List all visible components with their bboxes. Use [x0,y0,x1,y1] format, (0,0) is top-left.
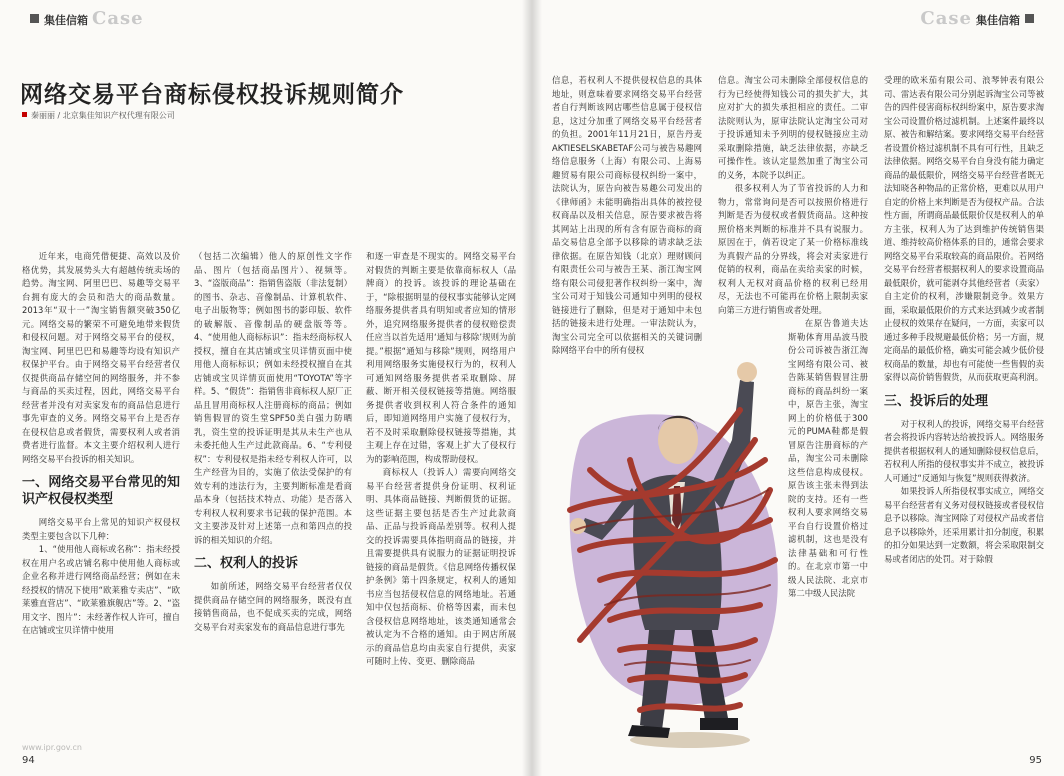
section-header-right [916,8,1034,29]
section-heading: 一、网络交易平台常见的知识产权侵权类型 [22,475,180,507]
paragraph: 受理的欧米茄有限公司、浪琴钟表有限公司、雷达表有限公司分别起诉淘宝公司等被告的四件侵害商标权纠纷案中，原告要求淘宝公司设置价格过滤机制。上述案件最终以原、被告和解结案。要求网络交易平台经营者设置价格过滤机制不具有可行性，且缺乏法律依据。网络交易平台自身没有能力确定商品的最低限价，网络交易平台经营者既无法知晓各种物品的正常价格，更难以从用户自定的价格上来判断是否为侵权产品。合法性方面，所谓商品最低限价仅是权利人的单方主张，权利人为了达到维护传统销售渠道、维持较高价格体系的目的，通常会要求网络交易平台采取较高的商品限价。若网络交易平台经营者根据权利人的要求设置商品最低限价，就可能剥夺其他经营者（卖家）自主定价的权利，涉嫌限制竞争。效果方面，采取最低限价的方式来达到减少或者制止侵权的效果存在疑问，一方面，卖家可以通过多种手段规避最低价格；另一方面，规定商品的最低价格，确实可能会减少低价侵权商品的数量，却也有可能使一些售假的卖家得以高价销售假货，从而获取更高利润。 [884,75,1044,382]
section-name: 集佳信箱 [44,14,88,27]
paragraph: 和逐一审查是不现实的。网络交易平台对假货的判断主要是依靠商标权人（品牌商）的投诉。该投诉的理论基础在于，“除根据明显的侵权事实能够认定网络服务提供者具有明知或者应知的情形外，追究网络服务提供者的侵权赔偿责任应当以首先适用‘通知与移除’规则为前提。”根据“通知与移除”规则，网络用户利用网络服务实施侵权行为的，权利人可通知网络服务提供者采取删除、屏蔽、断开相关侵权链接等措施。网络服务提供者收到权利人符合条件的通知后，即知道网络用户实施了侵权行为，若不及时采取删除侵权链接等措施，其主观上存在过错，客观上扩大了侵权行为的影响范围，构成帮助侵权。 [366,251,516,464]
watermark: www.ipr.gov.cn [22,743,82,752]
paragraph: 很多权利人为了节省投诉的人力和物力，常常询问是否可以按照价格进行判断是否为侵权或者假货商品。这种按照价格来判断的标准并不具有说服力。原因在于，倘若设定了某一价格标准线为真假产品的分界线，将会对卖家进行促销的权利，商品在卖给卖家的时候，权利人无权对商品价格的权利已经用尽，无法也不可能再在价格上限制卖家向第三方进行销售或者处理。 [718,183,868,315]
header-square-icon [30,14,39,23]
section-name: 集佳信箱 [976,14,1020,27]
text-column-3 [366,250,516,750]
illustration-man-tangled-in-red-tape [540,320,790,760]
paragraph: 如果投诉人所指侵权事实成立，网络交易平台经营者有义务对侵权链接或者侵权信息予以移除。淘宝网除了对侵权产品或者信息予以移除外，还采用累计扣分制度，积累的扣分如果达到一定数额，将会采取限制交易或者闭店的处罚。对于除假 [884,486,1044,564]
paragraph: 商标权人（投诉人）需要向网络交易平台经营者提供身份证明、权利证明、具体商品链接、判断假货的证据。这些证据主要包括是否生产过此款商品、正品与投诉商品差别等。权利人提交的投诉需要具体指明商品的链接，并且需要提供具有说服力的证据证明投诉链接的商品是假货。《信息网络传播权保护条例》第十四条规定，权利人的通知书应当包括侵权信息的网络地址。若通知中仅包括商标、价格等因素，而未包含侵权信息网络地址，该类通知通常会被认定为不合格的通知。由于网店所展示的商品信息均由卖家自行提供，卖家可随时上传、变更、删除商品 [366,467,516,666]
paragraph: 如前所述，网络交易平台经营者仅仅提供商品存储空间的网络服务，既没有直接销售商品，也不促成买卖的完成，网络交易平台对卖家发布的商品信息进行事先 [194,581,352,632]
page-number-left: 94 [22,755,35,766]
byline-bullet-icon [22,112,27,117]
case-word: Case [92,8,144,29]
paragraph: （包括二次编辑）他人的原创性文字作品、图片（包括商品图片）、视频等。3、“盗版商品”：指销售盗版（非法复制）的图书、杂志、音像制品、计算机软件、电子出版物等；例如图书的影印版、软件的破解版、音像制品的硬盘版等等。4、“使用他人商标标识”：指未经商标权人授权，擅自在其店铺或宝贝详情页面中使用他人商标标识；例如未经授权擅自在其店铺或宝贝详情页面使用“TOYOTA”等字样。5、“假货”：指销售非商标权人原厂正品且冒用商标权人注册商标的商品；例如销售假冒的资生堂SPF50美白强力防晒乳，资生堂的投诉证明是其从未生产也从未委托他人生产过此款商品。6、“专利侵权”：专利侵权是指未经专利权人许可，以生产经营为目的，实施了依法受保护的有效专利的违法行为，主要判断标准是看商品本身（包括技术特点、功能）是否落入专利权人权利要求书记载的保护范围。本文主要涉及针对上述第一点和第四点的投诉的相关知识的介绍。 [194,251,352,545]
page-number-right: 95 [1029,755,1042,766]
section-heading: 二、权利人的投诉 [194,556,299,571]
case-word: Case [920,8,972,29]
byline-text: 秦丽丽 / 北京集佳知识产权代理有限公司 [31,111,175,120]
article-title: 网络交易平台商标侵权投诉规则简介 [20,82,404,108]
paragraph: 对于权利人的投诉，网络交易平台经营者会将投诉内容转达给被投诉人。网络服务提供者根据权利人的通知删除侵权信息后，若权利人所指的侵权事实并不成立，被投诉人可通过“反通知与恢复”规则获得救济。 [884,418,1044,483]
text-column-1 [22,250,180,750]
paragraph: 信息。淘宝公司未删除全部侵权信息的行为已经使得知钱公司的损失扩大，其应对扩大的损失承担相应的责任。二审法院则认为，原审法院认定淘宝公司对于投诉通知未予列明的侵权链接应主动采取删除措施，缺乏法律依据，亦缺乏可操作性。该认定显然加重了淘宝公司的义务，本院予以纠正。 [718,75,868,180]
paragraph: 在原告鲁道夫达斯勒体育用品波马股份公司诉被告浙江淘宝网络有限公司、被告陈某销售假冒注册商标的商品纠纷一案中，原告主张，淘宝网上的价格低于300元的PUMA鞋都是假冒原告注册商标的产品，淘宝公司未删除这些信息构成侵权。原告该主张未得到法院的支持。还有一些权利人要求网络交易平台自行设置价格过滤机制，这也是没有法律基础和可行性的。在北京市第一中级人民法院、北京市第二中级人民法院 [788,318,868,598]
text-column-6 [884,74,1044,764]
paragraph: 1、“使用他人商标或名称”：指未经授权在用户名或店铺名称中使用他人商标或企业名称并进行网络商品经营；例如在未经授权的情况下使用“欧莱雅专卖店”、“欧莱雅直营店”、“欧莱雅旗舰店”等。2、“盗用文字、图片”：未经著作权人许可，擅自在店铺或宝贝详情中使用 [22,544,180,635]
section-header-left [30,8,148,29]
text-column-2 [194,250,352,750]
header-square-icon [1025,14,1034,23]
paragraph: 信息，若权利人不提供侵权信息的具体地址，则意味着要求网络交易平台经营者自行判断该网店哪些信息属于侵权信息，这过分加重了网络交易平台经营者的负担。2001年11月21日，原告丹麦AKTIESELSKABETAF公司与被告易趣网络信息服务（上海）有限公司、上海易趣贸易有限公司商标侵权纠纷一案中，法院认为，原告向被告易趣公司发出的《律师函》未能明确指出具体的被控侵权商品以及相关信息，原告要求被告将其网站上出现的所有含有原告商标的商品交易信息全部予以移除的请求缺乏法律依据。在原告知钱（北京）理财顾问有限责任公司与被告王某、浙江淘宝网络有限公司侵犯著作权纠纷一案中，淘宝公司对于知钱公司通知中列明的侵权链接进行了删除，但是对于通知中未包括的链接未进行处理。一审法院认为，淘宝公司完全可以依据相关的关键词删除网络平台中的所有侵权 [552,75,702,355]
section-heading: 三、投诉后的处理 [884,393,989,409]
paragraph: 网络交易平台上常见的知识产权侵权类型主要包含以下几种： [22,517,180,541]
paragraph: 近年来，电商凭借便捷、高效以及价格优势，其发展势头大有超越传统卖场的趋势。淘宝网、阿里巴巴、易趣等交易平台拥有庞大的会员和浩大的商品数量。2013年“双十一”淘宝销售额突破350亿元。网络交易的繁荣不可避免地带来假货和侵权问题。对于网络交易平台的侵权，淘宝网、阿里巴巴和易趣等均设有知识产权保护平台。由于网络交易平台经营者仅仅提供商品存储空间的网络服务，并不参与商品的买卖过程，因此，网络交易平台经营者并没有对卖家发布的商品信息进行事先审查的义务。网络交易平台上是否存在侵权信息或者假货，需要权利人或者消费者进行监督。本文主要介绍权利人进行网络交易平台投诉的相关知识。 [22,251,180,464]
byline [22,110,175,121]
